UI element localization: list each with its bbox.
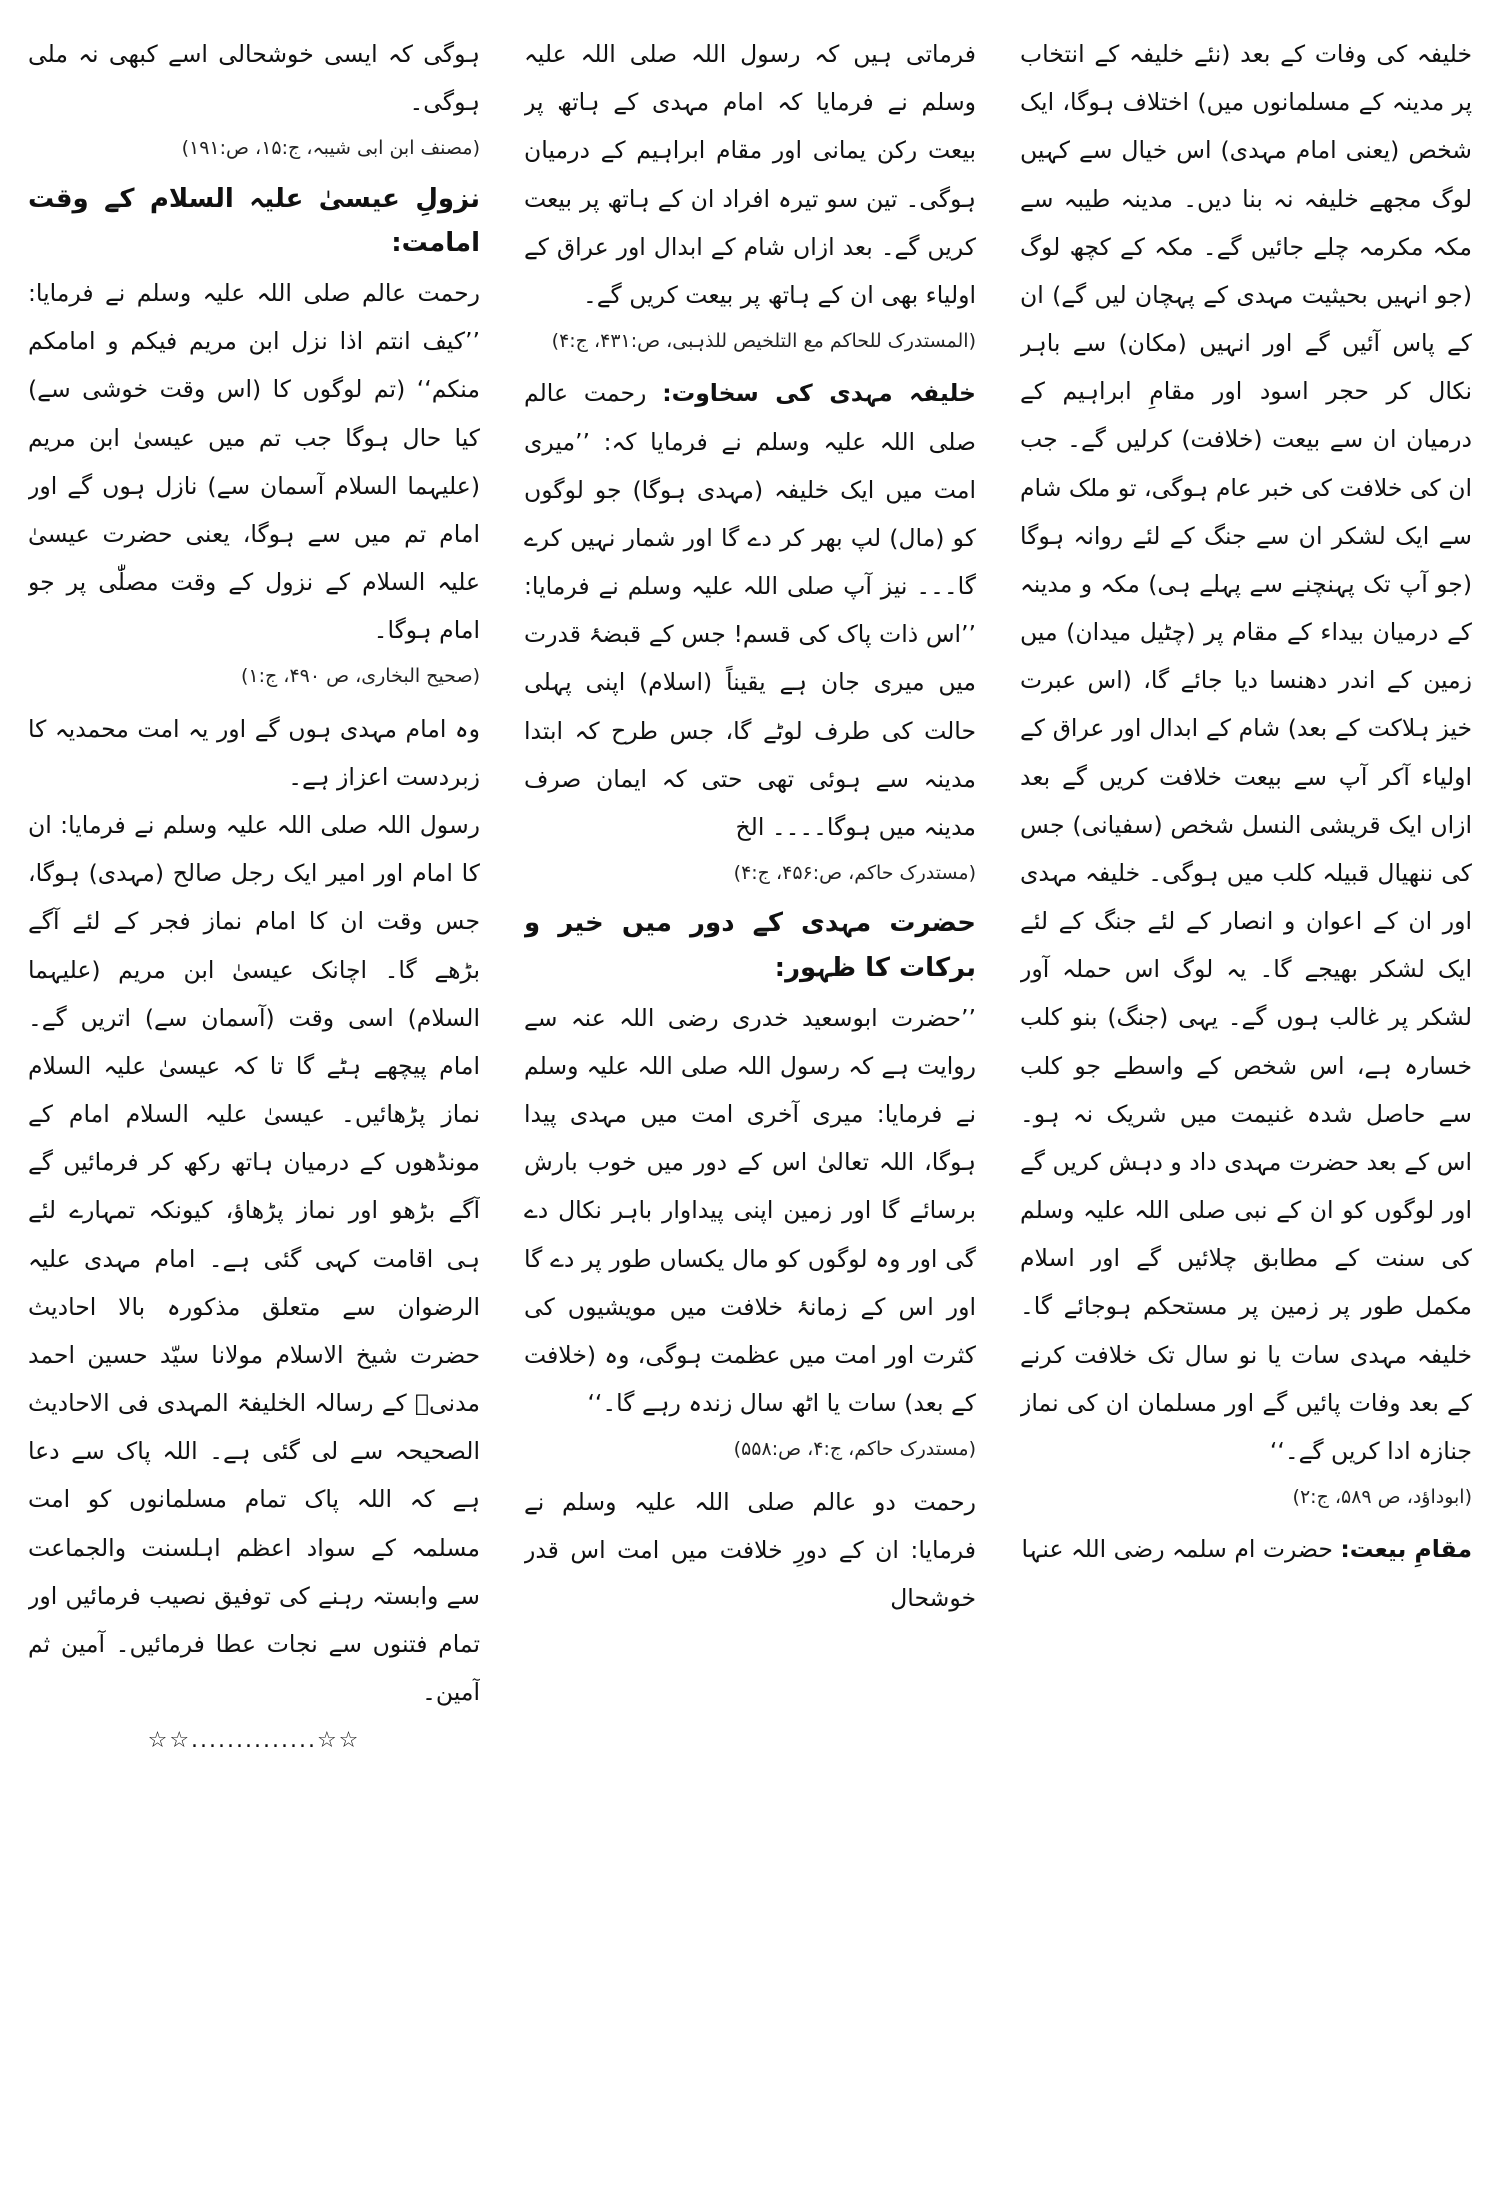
paragraph — [1020, 1525, 1472, 1573]
reference-citation: (المستدرک للحاکم مع التلخیص للذہبی، ص:۴۳۱، ج:۴) — [551, 330, 976, 353]
text-columns — [28, 30, 1472, 2176]
paragraph: رسول اللہ صلی اللہ علیہ وسلم نے فرمایا: ان کا امام اور امیر ایک رجل صالح (مہدی) ہوگا، جس وقت ان کا امام نماز فجر کے لئے آگے بڑھے گا۔ اچانک عیسیٰ ابن مریم (علیہما السلام) اسی وقت (آسمان سے) اتریں گے۔ امام پیچھے ہٹے گا تا کہ عیسیٰ علیہ السلام نماز پڑھائیں۔ عیسیٰ علیہ السلام امام کے مونڈھوں کے درمیان ہاتھ رکھ کر فرمائیں گے آگے بڑھو اور نماز پڑھاؤ، کیونکہ تمہارے لئے ہی اقامت کہی گئی ہے۔ امام مہدی علیہ الرضوان سے متعلق مذکورہ بالا احادیث حضرت شیخ الاسلام مولانا سیّد حسین احمد مدنیؒ کے رسالہ الخلیفۃ المہدی فی الاحادیث الصحیحہ سے لی گئی ہے۔ اللہ پاک سے دعا ہے کہ اللہ پاک تمام مسلمانوں کو امت مسلمہ کے سواد اعظم اہلسنت والجماعت سے وابستہ رہنے کی توفیق نصیب فرمائیں اور تمام فتنوں سے نجات عطا فرمائیں۔ آمین ثم آمین۔ — [28, 811, 480, 1707]
paragraph-text: رحمت عالم صلی اللہ علیہ وسلم نے فرمایا کہ: ’’میری امت میں ایک خلیفہ (مہدی ہوگا) جو لوگوں کو (مال) لپ بھر کر دے گا اور شمار نہیں کرے گا۔۔۔ نیز آپ صلی اللہ علیہ وسلم نے فرمایا: ’’اس ذات پاک کی قسم! جس کے قبضۂ قدرت میں میری جان ہے یقیناً (اسلام) اپنی پہلی حالت کی طرف لوٹے گا، جس طرح کہ ابتدا مدینہ سے ہوئی تھی حتی کہ ایمان صرف مدینہ میں ہوگا۔۔۔۔ الخ — [524, 379, 976, 841]
paragraph: وہ امام مہدی ہوں گے اور یہ امت محمدیہ کا زبردست اعزاز ہے۔ — [28, 714, 480, 791]
reference-citation: (مستدرک حاکم، ص:۴۵۶، ج:۴) — [733, 862, 976, 885]
paragraph: ’’حضرت ابوسعید خدری رضی اللہ عنہ سے روایت ہے کہ رسول اللہ صلی اللہ علیہ وسلم نے فرمایا: میری آخری امت میں مہدی پیدا ہوگا، اللہ تعالیٰ اس کے دور میں خوب بارش برسائے گا اور زمین اپنی پیداوار باہر نکال دے گی اور وہ لوگوں کو مال یکساں طور پر دے گا اور اس کے زمانۂ خلافت میں مویشیوں کی کثرت اور امت میں عظمت ہوگی، وہ (خلافت کے بعد) سات یا اٹھ سال زندہ رہے گا۔‘‘ — [524, 1003, 976, 1418]
reference-citation: (صحیح البخاری، ص ۴۹۰، ج:۱) — [240, 665, 480, 688]
end-ornament: ☆☆..............☆☆ — [147, 1728, 361, 1754]
section-heading: مقامِ بیعت: — [1340, 1535, 1472, 1564]
paragraph: ہوگی کہ ایسی خوشحالی اسے کبھی نہ ملی ہوگی۔ — [28, 40, 480, 117]
column-left — [28, 30, 480, 2176]
paragraph: رحمت عالم صلی اللہ علیہ وسلم نے فرمایا: ’’کیف انتم اذا نزل ابن مریم فیکم و امامکم منکم‘‘ (تم لوگوں کا (اس وقت خوشی سے) کیا حال ہوگا جب تم میں عیسیٰ ابن مریم (علیہما السلام آسمان سے) نازل ہوں گے اور امام تم میں سے ہوگا، یعنی حضرت عیسیٰ علیہ السلام کے نزول کے وقت مصلّٰی پر جو امام ہوگا۔ — [28, 279, 480, 645]
reference-citation: (مصنف ابن ابی شیبہ، ج:۱۵، ص:۱۹۱) — [181, 137, 480, 160]
section-heading: نزولِ عیسیٰ علیہ السلام کے وقت امامت: — [28, 183, 480, 258]
reference-citation: (ابوداؤد، ص ۵۸۹، ج:۲) — [1292, 1486, 1472, 1509]
paragraph: رحمت دو عالم صلی اللہ علیہ وسلم نے فرمایا: ان کے دورِ خلافت میں امت اس قدر خوشحال — [524, 1487, 976, 1612]
heading-continuation: حضرت ام سلمہ رضی اللہ عنہا — [1021, 1535, 1341, 1564]
section-heading: خلیفہ مہدی کی سخاوت: — [662, 379, 976, 408]
section-heading: حضرت مہدی کے دور میں خیر و برکات کا ظہور: — [524, 908, 976, 983]
column-middle — [524, 30, 976, 2176]
paragraph: فرماتی ہیں کہ رسول اللہ صلی اللہ علیہ وسلم نے فرمایا کہ امام مہدی کے ہاتھ پر بیعت رکن یمانی اور مقام ابراہیم کے درمیان ہوگی۔ تین سو تیرہ افراد ان کے ہاتھ پر بیعت کریں گے۔ بعد ازاں شام کے ابدال اور عراق کے اولیاء بھی ان کے ہاتھ پر بیعت کریں گے۔ — [524, 40, 976, 309]
paragraph — [524, 369, 976, 851]
column-right — [1020, 30, 1472, 2176]
paragraph: خلیفہ کی وفات کے بعد (نئے خلیفہ کے انتخاب پر مدینہ کے مسلمانوں میں) اختلاف ہوگا، ایک شخص (یعنی امام مہدی) اس خیال سے کہیں لوگ مجھے خلیفہ نہ بنا دیں۔ مدینہ طیبہ سے مکہ مکرمہ چلے جائیں گے۔ مکہ کے کچھ لوگ (جو انہیں بحیثیت مہدی کے پہچان لیں گے) ان کے پاس آئیں گے اور انہیں (مکان) سے باہر نکال کر حجر اسود اور مقامِ ابراہیم کے درمیان ان سے بیعت (خلافت) کرلیں گے۔ جب ان کی خلافت کی خبر عام ہوگی، تو ملک شام سے ایک لشکر ان سے جنگ کے لئے روانہ ہوگا (جو آپ تک پہنچنے سے پہلے ہی) مکہ و مدینہ کے درمیان بیداء کے مقام پر (چٹیل میدان) میں زمین کے اندر دھنسا دیا جائے گا، (اس عبرت خیز ہلاکت کے بعد) شام کے ابدال اور عراق کے اولیاء آکر آپ سے بیعت خلافت کریں گے بعد ازاں ایک قریشی النسل شخص (سفیانی) جس کی ننھیال قبیلہ کلب میں ہوگی۔ خلیفہ مہدی اور ان کے اعوان و انصار کے لئے جنگ کے لئے ایک لشکر بھیجے گا۔ یہ لوگ اس حملہ آور لشکر پر غالب ہوں گے۔ یہی (جنگ) بنو کلب خسارہ ہے، اس شخص کے واسطے جو کلب سے حاصل شدہ غنیمت میں شریک نہ ہو۔ اس کے بعد حضرت مہدی داد و دہش کریں گے اور لوگوں کو ان کے نبی صلی اللہ علیہ وسلم کی سنت کے مطابق چلائیں گے اور اسلام مکمل طور پر زمین پر مستحکم ہوجائے گا۔ خلیفہ مہدی سات یا نو سال تک خلافت کرنے کے بعد وفات پائیں گے اور مسلمان ان کی نماز جنازہ ادا کریں گے۔‘‘ — [1020, 40, 1472, 1465]
reference-citation: (مستدرک حاکم، ج:۴، ص:۵۵۸) — [733, 1438, 976, 1461]
